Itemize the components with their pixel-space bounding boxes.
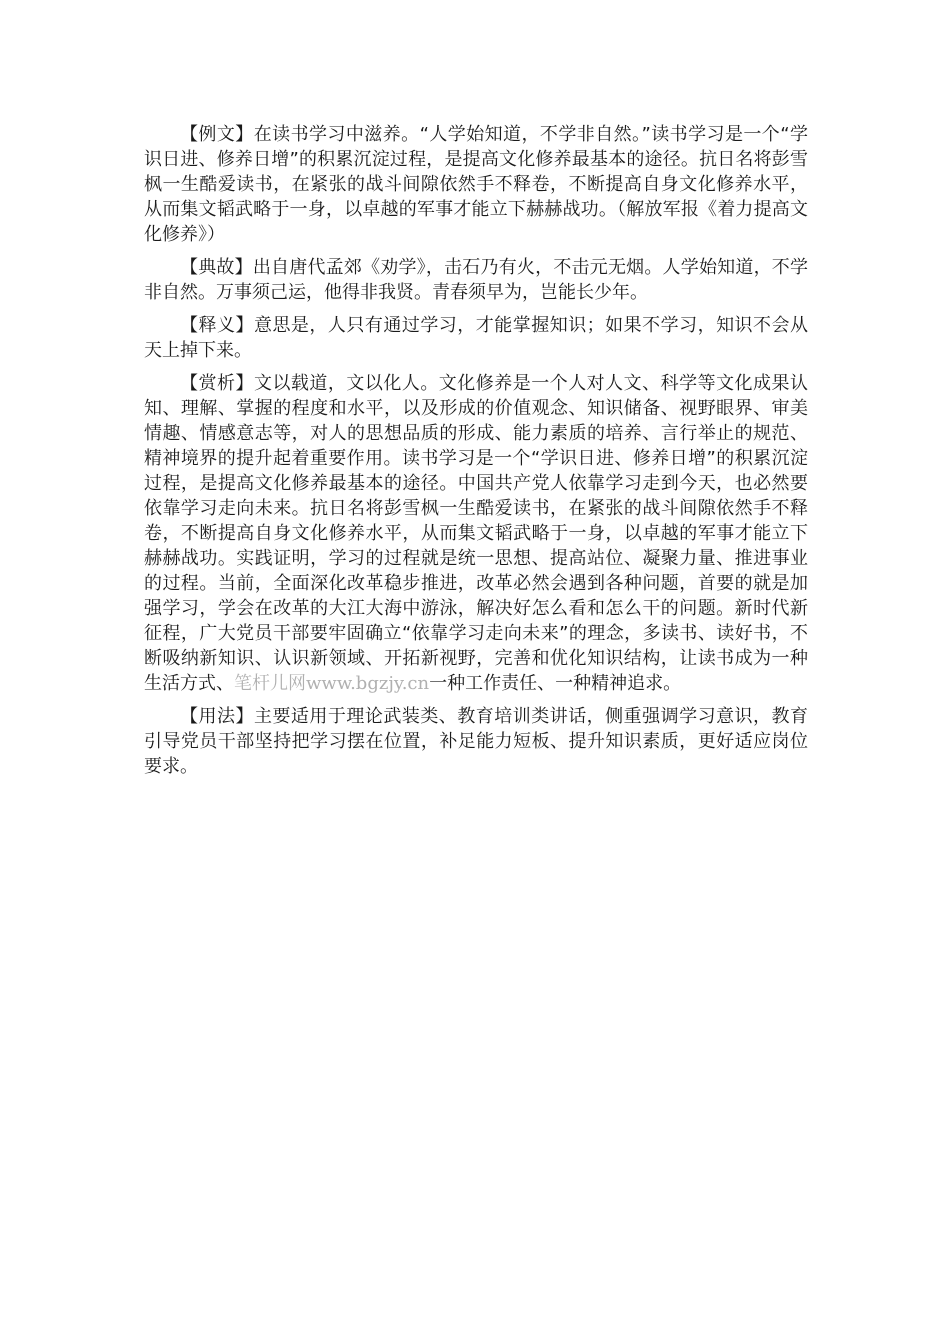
section-tag-appreciation: 【赏析】	[180, 373, 254, 394]
section-text-appreciation-tail: 一种工作责任、一种精神追求。	[429, 673, 682, 694]
paragraph-appreciation	[144, 371, 808, 696]
paragraph-meaning	[144, 313, 808, 363]
section-tag-meaning: 【释义】	[180, 315, 254, 336]
paragraph-example	[144, 122, 808, 247]
section-text-meaning: 意思是，人只有通过学习，才能掌握知识；如果不学习，知识不会从天上掉下来。	[144, 315, 809, 361]
paragraph-allusion	[144, 255, 808, 305]
paragraph-usage	[144, 704, 808, 779]
section-text-appreciation: 文以载道，文以化人。文化修养是一个人对人文、科学等文化成果认知、理解、掌握的程度和水平，以及形成的价值观念、知识储备、视野眼界、审美情趣、情感意志等，对人的思想品质的形成、能力素质的培养、言行举止的规范、精神境界的提升起着重要作用。读书学习是一个“学识日进、修养日增”的积累沉淀过程，是提高文化修养最基本的途径。中国共产党人依靠学习走到今天，也必然要依靠学习走向未来。抗日名将彭雪枫一生酷爱读书，在紧张的战斗间隙依然手不释卷，不断提高自身文化修养水平，从而集文韬武略于一身，以卓越的军事才能立下赫赫战功。实践证明，学习的过程就是统一思想、提高站位、凝聚力量、推进事业的过程。当前，全面深化改革稳步推进，改革必然会遇到各种问题，首要的就是加强学习，学会在改革的大江大海中游泳，解决好怎么看和怎么干的问题。新时代新征程，广大党员干部要牢固确立“依靠学习走向未来”的理念，多读书、读好书，不断吸纳新知识、认识新领域、开拓新视野，完善和优化知识结构，让读书成为一种生活方式、	[144, 373, 809, 694]
document-page	[144, 122, 808, 787]
watermark-text: 笔杆儿网www.bgzjy.cn	[234, 673, 430, 694]
section-text-example: 在读书学习中滋养。“人学始知道，不学非自然。”读书学习是一个“学识日进、修养日增”的积累沉淀过程，是提高文化修养最基本的途径。抗日名将彭雪枫一生酷爱读书，在紧张的战斗间隙依然手不释卷，不断提高自身文化修养水平，从而集文韬武略于一身，以卓越的军事才能立下赫赫战功。（解放军报《着力提高文化修养》）	[144, 124, 808, 245]
section-tag-usage: 【用法】	[180, 706, 254, 727]
section-tag-allusion: 【典故】	[180, 257, 253, 278]
section-tag-example: 【例文】	[180, 124, 254, 145]
section-text-usage: 主要适用于理论武装类、教育培训类讲话，侧重强调学习意识，教育引导党员干部坚持把学习摆在位置，补足能力短板、提升知识素质，更好适应岗位要求。	[144, 706, 809, 777]
section-text-allusion: 出自唐代孟郊《劝学》，击石乃有火，不击元无烟。人学始知道，不学非自然。万事须己运，他得非我贤。青春须早为，岂能长少年。	[144, 257, 809, 303]
